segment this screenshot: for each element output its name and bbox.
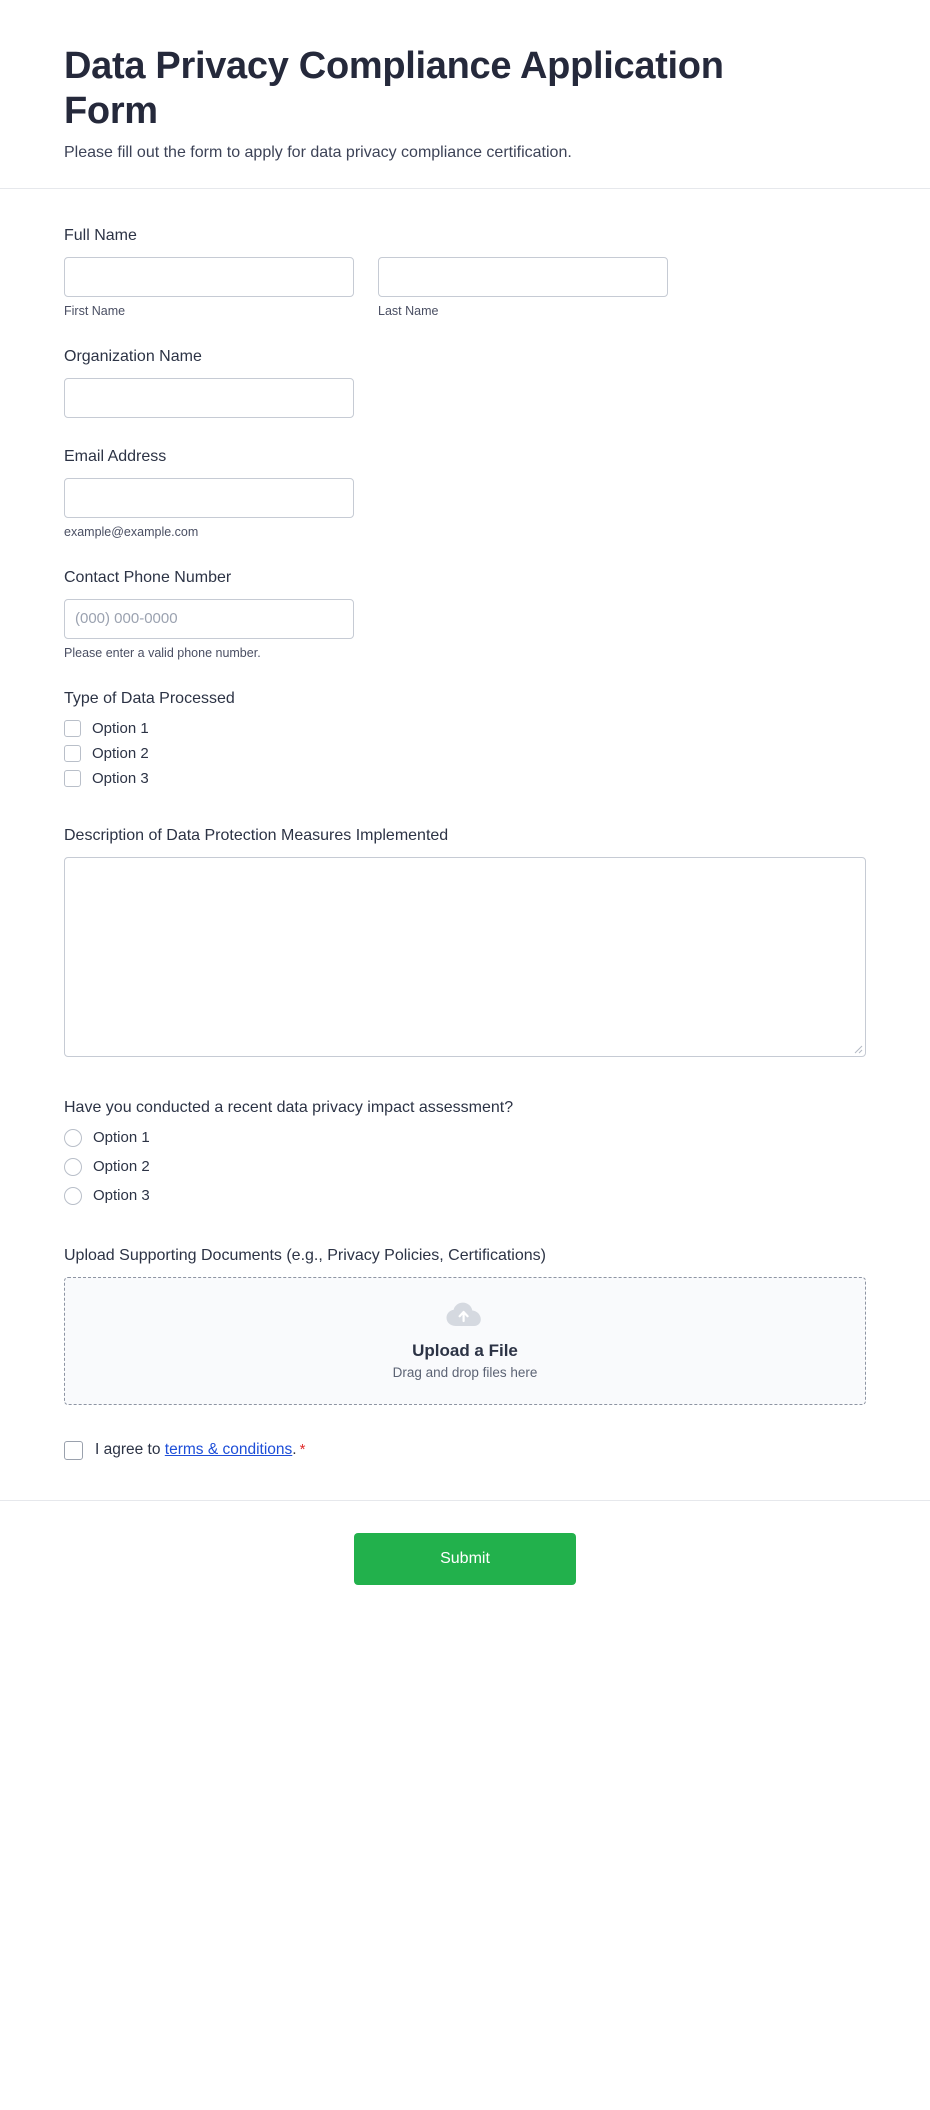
checkbox-icon[interactable] [64, 720, 81, 737]
checkbox-option-2[interactable] [64, 745, 866, 762]
checkbox-option-label: Option 2 [92, 744, 149, 762]
required-asterisk: * [299, 1441, 306, 1459]
data-type-options [64, 720, 866, 787]
full-name-row [64, 257, 866, 318]
assessment-options [64, 1129, 866, 1205]
field-organization [64, 348, 866, 418]
submit-button[interactable]: Submit [354, 1533, 576, 1585]
terms-text-before: I agree to [95, 1441, 165, 1459]
radio-option-label: Option 1 [93, 1129, 150, 1147]
checkbox-option-1[interactable] [64, 720, 866, 737]
terms-text [95, 1441, 305, 1459]
email-label: Email Address [64, 447, 167, 465]
organization-group [64, 378, 354, 418]
radio-option-2[interactable] [64, 1158, 866, 1176]
checkbox-icon[interactable] [64, 770, 81, 787]
upload-title: Upload a File [412, 1341, 518, 1361]
description-textarea[interactable] [64, 857, 866, 1057]
radio-option-1[interactable] [64, 1129, 866, 1147]
first-name-input[interactable] [64, 257, 354, 297]
radio-option-label: Option 3 [93, 1187, 150, 1205]
field-full-name [64, 227, 866, 318]
email-group [64, 478, 354, 539]
field-data-type [64, 690, 866, 787]
terms-checkbox-icon[interactable] [64, 1441, 83, 1460]
description-label: Description of Data Protection Measures Implemented [64, 826, 449, 844]
radio-icon[interactable] [64, 1158, 82, 1176]
form-header [0, 0, 930, 189]
organization-label: Organization Name [64, 347, 202, 365]
last-name-sublabel: Last Name [378, 303, 439, 318]
first-name-group [64, 257, 354, 318]
field-email [64, 448, 866, 539]
field-assessment [64, 1099, 866, 1205]
description-wrap [64, 857, 866, 1057]
upload-subtitle: Drag and drop files here [392, 1365, 538, 1381]
last-name-group [378, 257, 668, 318]
radio-icon[interactable] [64, 1187, 82, 1205]
checkbox-option-3[interactable] [64, 770, 866, 787]
email-sublabel: example@example.com [64, 524, 199, 539]
field-upload [64, 1247, 866, 1405]
full-name-label: Full Name [64, 226, 137, 244]
phone-group [64, 599, 354, 660]
email-input[interactable] [64, 478, 354, 518]
terms-row[interactable] [64, 1441, 866, 1460]
last-name-input[interactable] [378, 257, 668, 297]
phone-label: Contact Phone Number [64, 568, 232, 586]
checkbox-option-label: Option 1 [92, 719, 149, 737]
page-subtitle: Please fill out the form to apply for data privacy compliance certification. [64, 143, 572, 161]
form-footer [0, 1500, 930, 1625]
page-title: Data Privacy Compliance Application Form [64, 45, 724, 132]
upload-cloud-icon [445, 1301, 485, 1331]
checkbox-option-label: Option 3 [92, 769, 149, 787]
terms-text-after: . [292, 1441, 297, 1459]
first-name-sublabel: First Name [64, 303, 126, 318]
terms-and-conditions-link[interactable]: terms & conditions [164, 1441, 293, 1459]
field-phone [64, 569, 866, 660]
radio-option-label: Option 2 [93, 1158, 150, 1176]
radio-option-3[interactable] [64, 1187, 866, 1205]
file-upload-dropzone[interactable] [64, 1277, 866, 1405]
phone-input[interactable] [64, 599, 354, 639]
phone-sublabel: Please enter a valid phone number. [64, 645, 261, 660]
field-description [64, 827, 866, 1057]
checkbox-icon[interactable] [64, 745, 81, 762]
form-body [0, 189, 930, 1460]
assessment-label: Have you conducted a recent data privacy impact assessment? [64, 1098, 514, 1116]
radio-icon[interactable] [64, 1129, 82, 1147]
data-type-label: Type of Data Processed [64, 689, 235, 707]
upload-label: Upload Supporting Documents (e.g., Privacy Policies, Certifications) [64, 1246, 546, 1264]
organization-input[interactable] [64, 378, 354, 418]
